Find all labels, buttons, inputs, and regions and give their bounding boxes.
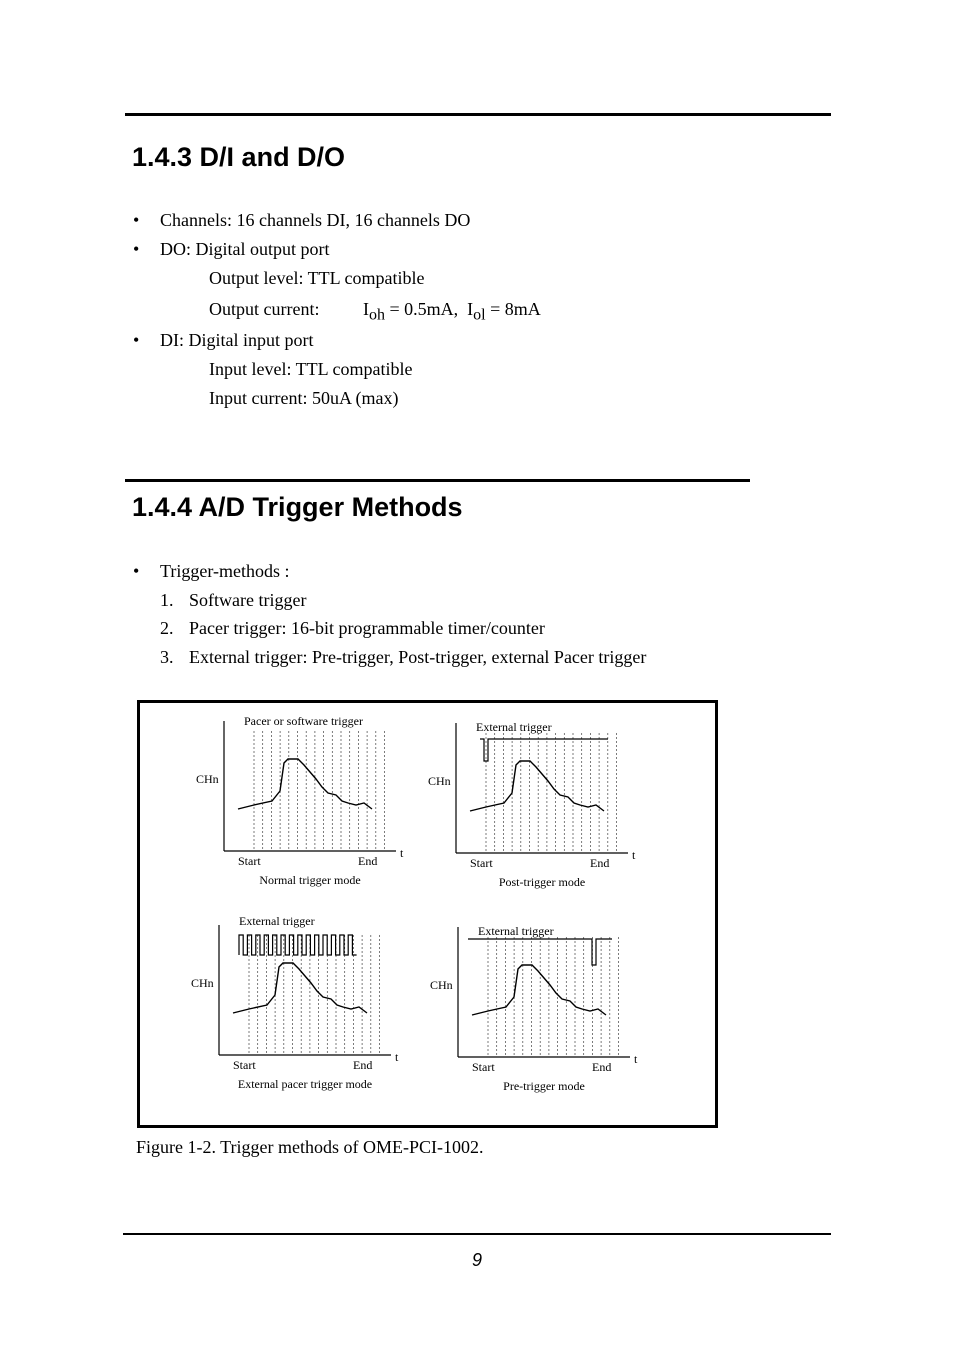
- signal-curve: [470, 761, 604, 811]
- start-label: Start: [472, 1060, 495, 1074]
- bullet-icon: •: [133, 561, 140, 581]
- trigger-label: Pacer or software trigger: [244, 714, 363, 728]
- bullet-icon: •: [133, 239, 140, 259]
- trigger-panel: [430, 924, 638, 1093]
- end-label: End: [358, 854, 378, 868]
- di-input-current: Input current: 50uA (max): [209, 388, 399, 408]
- start-label: Start: [233, 1058, 256, 1072]
- section-rule-middle: [125, 479, 750, 482]
- mode-label: Post-trigger mode: [498, 875, 586, 889]
- do-output-current-values: [363, 300, 541, 324]
- trigger-label: External trigger: [478, 924, 554, 938]
- section-heading-trigger: 1.4.4 A/D Trigger Methods: [132, 492, 463, 522]
- external-trigger-pulse: [480, 739, 608, 761]
- y-axis-label: CHn: [191, 976, 214, 990]
- channels-text: Channels: 16 channels DI, 16 channels DO: [160, 210, 471, 230]
- list-item-number: 1.: [160, 590, 174, 610]
- trigger-intro: Trigger-methods :: [160, 561, 290, 581]
- y-axis-label: CHn: [196, 772, 219, 786]
- di-title: DI: Digital input port: [160, 330, 314, 350]
- trigger-label: External trigger: [476, 720, 552, 734]
- footer-rule: [123, 1233, 831, 1235]
- signal-curve: [472, 965, 606, 1015]
- iol-base: I: [467, 299, 474, 319]
- trigger-label: External trigger: [239, 914, 315, 928]
- trigger-panel: [196, 714, 404, 887]
- trigger-methods-figure: [140, 703, 715, 1125]
- page-number: 9: [471, 1250, 482, 1270]
- t-axis-label: t: [632, 848, 636, 862]
- t-axis-label: t: [634, 1052, 638, 1066]
- trigger-panel: [428, 720, 636, 889]
- start-label: Start: [470, 856, 493, 870]
- y-axis-label: CHn: [428, 774, 451, 788]
- bullet-icon: •: [133, 330, 140, 350]
- end-label: End: [592, 1060, 612, 1074]
- ioh-base: I: [363, 299, 369, 319]
- end-label: End: [353, 1058, 373, 1072]
- t-axis-label: t: [395, 1050, 399, 1064]
- figure-caption: Figure 1-2. Trigger methods of OME-PCI-1002.: [136, 1137, 484, 1157]
- t-axis-label: t: [400, 846, 404, 860]
- bullet-icon: •: [133, 210, 140, 230]
- list-item-number: 3.: [160, 647, 174, 667]
- ioh-sub: oh: [369, 306, 385, 324]
- do-output-level: Output level: TTL compatible: [209, 268, 425, 288]
- trigger-panel: [191, 914, 399, 1091]
- figure-frame: [137, 700, 718, 1128]
- start-label: Start: [238, 854, 261, 868]
- do-output-current-label: Output current:: [209, 299, 320, 319]
- do-title: DO: Digital output port: [160, 239, 330, 259]
- di-input-level: Input level: TTL compatible: [209, 359, 413, 379]
- list-item-external-trigger: External trigger: Pre-trigger, Post-trigger, external Pacer trigger: [189, 647, 647, 667]
- section-rule-top: [125, 113, 831, 116]
- mode-label: External pacer trigger mode: [237, 1077, 373, 1091]
- mode-label: Pre-trigger mode: [503, 1079, 585, 1093]
- signal-curve: [238, 759, 372, 809]
- section-heading-di-do: 1.4.3 D/I and D/O: [132, 142, 346, 172]
- list-item-software-trigger: Software trigger: [189, 590, 307, 610]
- y-axis-label: CHn: [430, 978, 453, 992]
- list-item-number: 2.: [160, 618, 174, 638]
- end-label: End: [590, 856, 610, 870]
- iol-value: = 8mA: [485, 299, 541, 319]
- signal-curve: [233, 963, 367, 1013]
- ioh-value: = 0.5mA,: [385, 299, 459, 319]
- mode-label: Normal trigger mode: [259, 873, 361, 887]
- iol-sub: ol: [473, 306, 486, 324]
- list-item-pacer-trigger: Pacer trigger: 16-bit programmable timer/counter: [189, 618, 545, 638]
- pacer-trigger-train: [239, 935, 357, 955]
